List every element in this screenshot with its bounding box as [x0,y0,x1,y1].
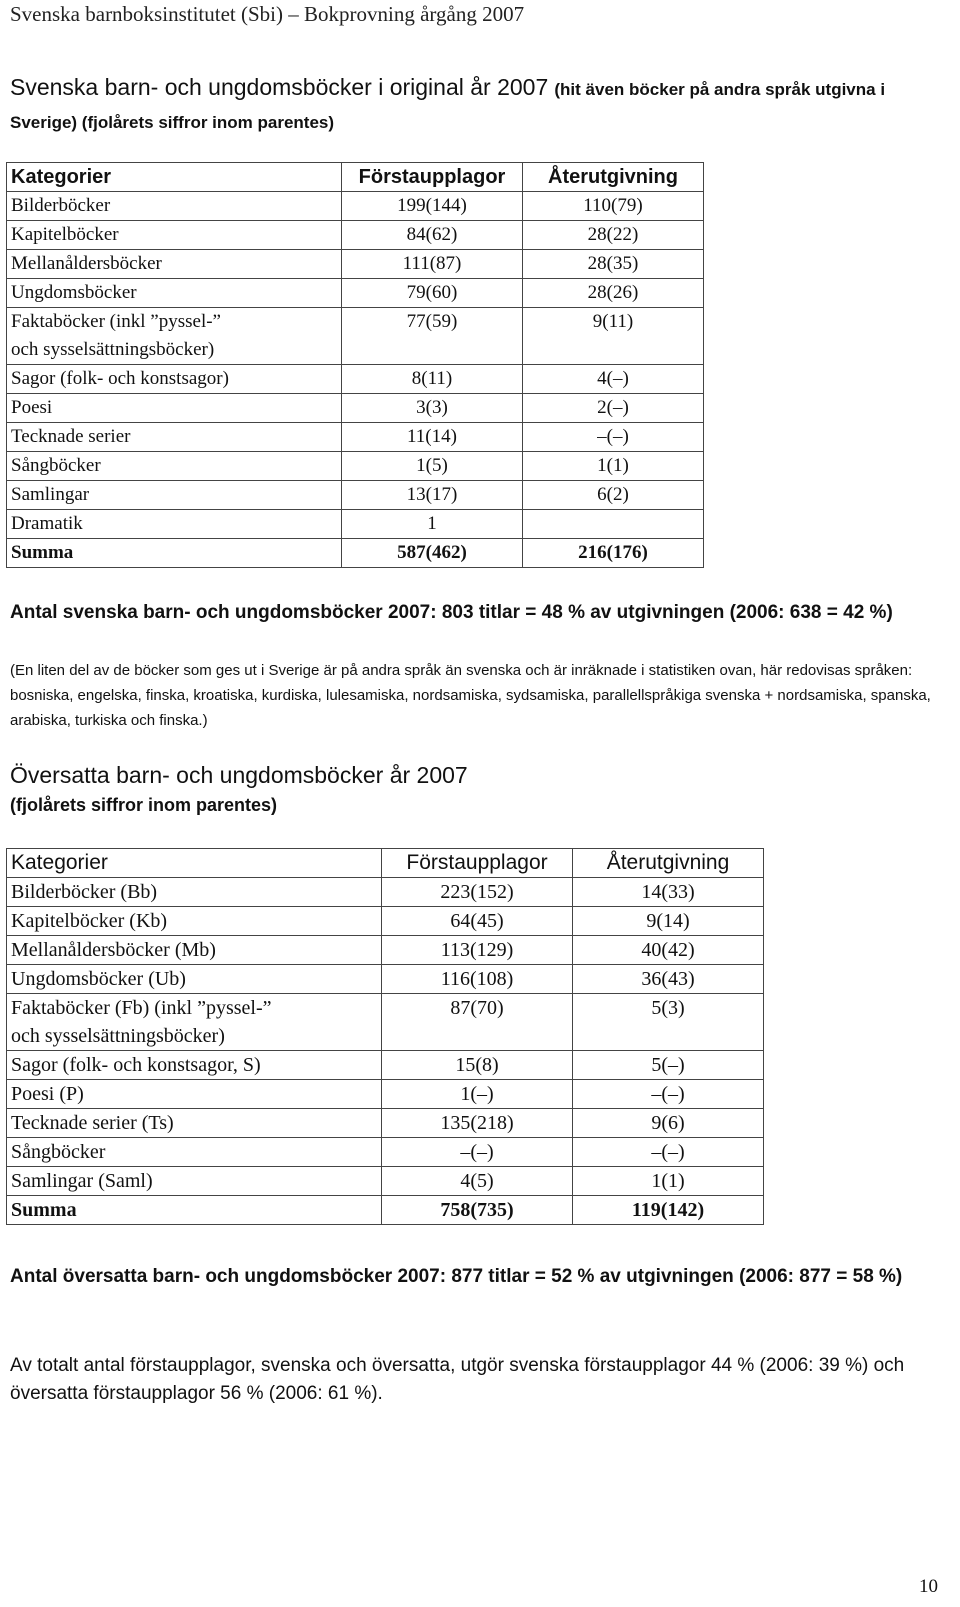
table-cell: 8(11) [342,365,523,394]
table-cell: 1 [342,510,523,539]
table-cell: 11(14) [342,423,523,452]
table-row [7,1051,764,1080]
table-row [7,1138,764,1167]
section2-title: Översatta barn- och ungdomsböcker år 2007 [10,762,468,788]
table-cell: 6(2) [523,481,704,510]
table-cell: Poesi (P) [7,1080,382,1109]
table-sum-row [7,1196,764,1225]
table-cell: 135(218) [382,1109,573,1138]
table-cell: Tecknade serier (Ts) [7,1109,382,1138]
table-row [7,221,704,250]
section1-summary: Antal svenska barn- och ungdomsböcker 2007: 803 titlar = 48 % av utgivningen (2006: 638 = 42 %) [10,602,893,623]
table-cell [7,308,342,365]
table-cell: 5(–) [573,1051,764,1080]
header-cell: Förstaupplagor [382,849,573,878]
table-header-row [7,849,764,878]
cell-line: Faktaböcker (inkl ”pyssel-” [11,311,221,332]
header-cell: Kategorier [7,163,342,192]
table-row [7,481,704,510]
section1-title [10,72,945,138]
translated-books-table [6,848,764,1225]
table-cell: Bilderböcker [7,192,342,221]
table-row [7,365,704,394]
section2-summary: Antal översatta barn- och ungdomsböcker 2007: 877 titlar = 52 % av utgivningen (2006: 877 = 58 %) [10,1266,903,1287]
table-cell: Mellanåldersböcker (Mb) [7,936,382,965]
original-books-table [6,162,704,568]
table-cell: 1(1) [573,1167,764,1196]
table-row [7,423,704,452]
table-cell: 1(–) [382,1080,573,1109]
header-cell: Återutgivning [523,163,704,192]
total-first-editions-note: Av totalt antal förstaupplagor, svenska och översatta, utgör svenska förstaupplagor 44 % (2006: 39 %) och översatta förstaupplagor 56 % (2006: 61 %). [10,1355,905,1404]
cell-line: Faktaböcker (Fb) (inkl ”pyssel-” [11,997,272,1019]
cell-line: och sysselsättningsböcker) [11,1025,225,1047]
table-cell: 3(3) [342,394,523,423]
table-cell: 116(108) [382,965,573,994]
table-cell: 40(42) [573,936,764,965]
table-cell: Kapitelböcker (Kb) [7,907,382,936]
table-cell: Ungdomsböcker (Ub) [7,965,382,994]
table-cell: 1(5) [342,452,523,481]
table-cell: Samlingar [7,481,342,510]
table-row [7,250,704,279]
table-cell: Kapitelböcker [7,221,342,250]
header-cell: Förstaupplagor [342,163,523,192]
table-cell: 9(11) [523,308,704,365]
table-cell: Dramatik [7,510,342,539]
table-cell: 28(26) [523,279,704,308]
table-row [7,936,764,965]
table-row [7,308,704,365]
table-row [7,907,764,936]
cell-line: och sysselsättningsböcker) [11,339,215,360]
table-cell: Bilderböcker (Bb) [7,878,382,907]
table-sum-row [7,539,704,568]
table-cell: 77(59) [342,308,523,365]
sum-cell: 119(142) [573,1196,764,1225]
header-cell: Återutgivning [573,849,764,878]
table-cell [523,510,704,539]
table-cell: –(–) [382,1138,573,1167]
table-cell: 199(144) [342,192,523,221]
table-cell: Poesi [7,394,342,423]
table-cell: 1(1) [523,452,704,481]
sum-cell: Summa [7,539,342,568]
table-cell: 2(–) [523,394,704,423]
table-cell: 110(79) [523,192,704,221]
table-cell: 5(3) [573,994,764,1051]
table-cell: Ungdomsböcker [7,279,342,308]
table-cell: 14(33) [573,878,764,907]
table-cell: 28(35) [523,250,704,279]
section2-subtitle: (fjolårets siffror inom parentes) [10,795,278,815]
table-cell: 111(87) [342,250,523,279]
table-cell: 28(22) [523,221,704,250]
table-cell: 9(14) [573,907,764,936]
table-cell: 13(17) [342,481,523,510]
table-cell: 87(70) [382,994,573,1051]
section1-languages-note: (En liten del av de böcker som ges ut i Sverige är på andra språk än svenska och är inräknade i statistiken ovan, här redovisas språken: bosniska, engelska, finska, kroatiska, kurdiska, lulesamiska, nordsamiska, sydsamiska, parallellspråkiga svenska + nordsamiska, spanska, arabiska, turkiska och finska.) [10,662,931,729]
table-cell [7,994,382,1051]
table-cell: Sagor (folk- och konstsagor) [7,365,342,394]
sum-cell: Summa [7,1196,382,1225]
table-row [7,1109,764,1138]
running-header: Svenska barnboksinstitutet (Sbi) – Bokprovning årgång 2007 [10,2,525,26]
sum-cell: 587(462) [342,539,523,568]
section1-title-main: Svenska barn- och ungdomsböcker i original år 2007 [10,74,549,100]
table-row [7,965,764,994]
table-cell: Sångböcker [7,1138,382,1167]
table-cell: 9(6) [573,1109,764,1138]
table-row [7,994,764,1051]
table-cell: Sagor (folk- och konstsagor, S) [7,1051,382,1080]
table-row [7,279,704,308]
table-row [7,1167,764,1196]
table-row [7,394,704,423]
table-cell: –(–) [573,1080,764,1109]
table-cell: 15(8) [382,1051,573,1080]
table-row [7,452,704,481]
table-cell: 84(62) [342,221,523,250]
table-header-row [7,163,704,192]
table-cell: –(–) [573,1138,764,1167]
table-cell: –(–) [523,423,704,452]
table-cell: 64(45) [382,907,573,936]
table-cell: 79(60) [342,279,523,308]
section1-title-note: (hit även böcker på andra språk utgivna i Sverige) (fjolårets siffror inom parentes) [10,80,886,132]
sum-cell: 758(735) [382,1196,573,1225]
table-cell: 4(–) [523,365,704,394]
table-cell: Samlingar (Saml) [7,1167,382,1196]
table-cell: Tecknade serier [7,423,342,452]
header-cell: Kategorier [7,849,382,878]
table-cell: Mellanåldersböcker [7,250,342,279]
table-cell: 113(129) [382,936,573,965]
page-number: 10 [919,1576,938,1597]
table-row [7,1080,764,1109]
table-cell: 223(152) [382,878,573,907]
sum-cell: 216(176) [523,539,704,568]
table-row [7,192,704,221]
table-cell: 4(5) [382,1167,573,1196]
table-cell: 36(43) [573,965,764,994]
table-row [7,878,764,907]
table-row [7,510,704,539]
table-cell: Sångböcker [7,452,342,481]
